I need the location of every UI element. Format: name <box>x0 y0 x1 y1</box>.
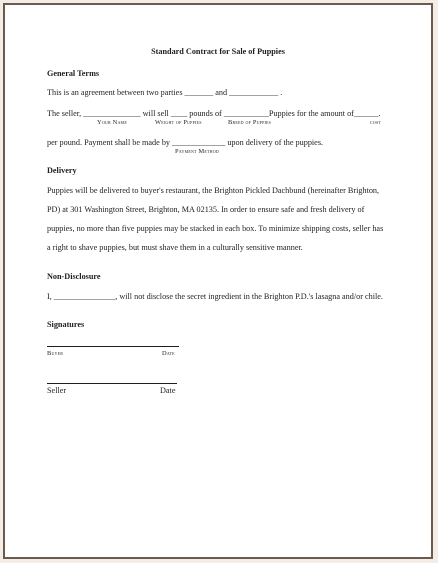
label-payment-method: Payment Method <box>175 148 219 155</box>
label-your-name: Your Name <box>97 119 127 126</box>
buyer-date-label: Date <box>162 350 175 357</box>
non-disclosure-line: I, _______________, will not disclose the secret ingredient in the Brighton P.D.'s lasagna and/or chile. <box>47 292 383 301</box>
non-disclosure-heading: Non-Disclosure <box>47 272 101 281</box>
general-terms-paragraph-3: per pound. Payment shall be made by _____________ upon delivery of the puppies. <box>47 138 324 147</box>
label-breed-of-puppies: Breed of Puppies <box>228 119 272 126</box>
general-terms-heading: General Terms <box>47 69 100 78</box>
general-terms-paragraph-2: The seller, ______________ will sell ____ pounds of ___________Puppies for the amount of______. <box>47 109 381 118</box>
buyer-label: Buyer <box>47 350 64 357</box>
seller-signature-line <box>47 383 177 384</box>
document-title: Standard Contract for Sale of Puppies <box>151 47 285 56</box>
delivery-line-3: puppies, no more than five puppies may be stacked in each box. To minimize shipping costs, seller has <box>47 224 384 233</box>
general-terms-paragraph-1: This is an agreement between two parties _______ and ____________ . <box>47 88 283 97</box>
delivery-line-1: Puppies will be delivered to buyer's restaurant, the Brighton Pickled Dachbund (hereinafter Brighton, <box>47 186 380 195</box>
label-cost: cost <box>370 119 382 126</box>
delivery-line-2: PD) at 301 Washington Street, Brighton, MA 02135. In order to ensure safe and fresh delivery of <box>47 205 365 214</box>
signatures-heading: Signatures <box>47 320 85 329</box>
label-weight-of-puppies: Weight of Puppies <box>155 119 202 126</box>
document-page <box>3 3 433 559</box>
delivery-line-4: a right to shave puppies, but must shave them in a culturally sensitive manner. <box>47 243 303 252</box>
seller-date-label: Date <box>160 386 176 395</box>
delivery-heading: Delivery <box>47 166 77 175</box>
seller-label: Seller <box>47 386 67 395</box>
buyer-signature-line <box>47 346 179 347</box>
